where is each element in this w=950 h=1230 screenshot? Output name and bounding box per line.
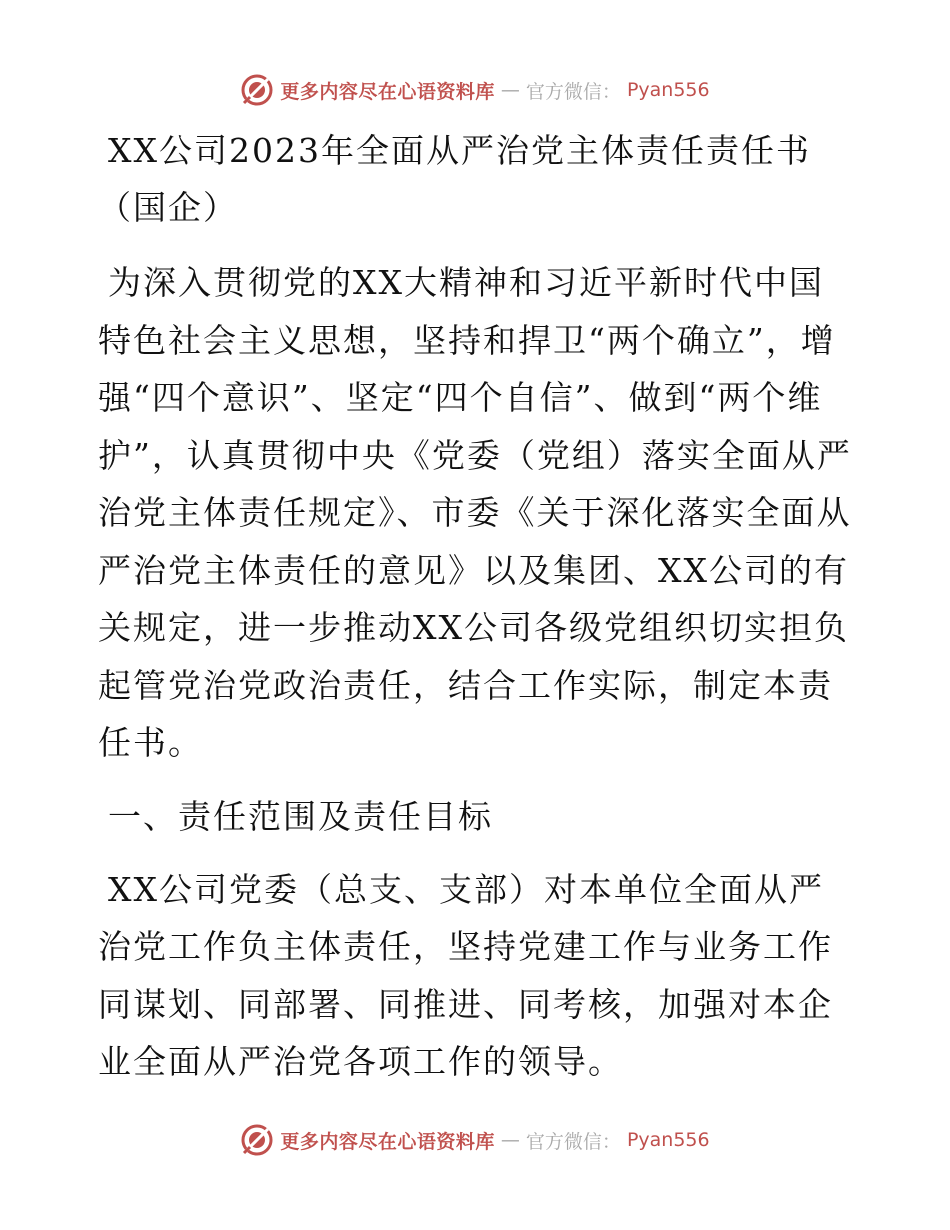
pen-logo-icon xyxy=(240,73,274,107)
pen-logo-icon xyxy=(240,1123,274,1157)
watermark-dash: — xyxy=(500,79,520,101)
watermark-header xyxy=(0,72,950,108)
document-title: XX公司2023年全面从严治党主体责任责任书（国企） xyxy=(98,131,811,227)
watermark-main-text: 更多内容尽在心语资料库 xyxy=(280,80,495,103)
watermark-wechat-id: Pyan556 xyxy=(626,79,710,101)
document-body xyxy=(98,122,858,1107)
intro-paragraph: 为深入贯彻党的XX大精神和习近平新时代中国特色社会主义思想，坚持和捍卫“两个确立”，增强“四个意识”、坚定“四个自信”、做到“两个维护”，认真贯彻中央《党委（党组）落实全面从严治党主体责任规定》、市委《关于深化落实全面从严治党主体责任的意见》以及集团、XX公司的有关规定，进一步推动XX公司各级党组织切实担负起管党治党政治责任，结合工作实际，制定本责任书。 xyxy=(98,263,852,762)
watermark-footer xyxy=(0,1122,950,1158)
section-heading-1: 一、责任范围及责任目标 xyxy=(108,796,493,836)
watermark-label: 官方微信： xyxy=(525,80,621,103)
section-1-paragraph: XX公司党委（总支、支部）对本单位全面从严治党工作负主体责任，坚持党建工作与业务工作同谋划、同部署、同推进、同考核，加强对本企业全面从严治党各项工作的领导。 xyxy=(98,869,833,1081)
watermark-wechat-id: Pyan556 xyxy=(626,1129,710,1151)
watermark-dash: — xyxy=(500,1129,520,1151)
watermark-label: 官方微信： xyxy=(525,1130,621,1153)
watermark-main-text: 更多内容尽在心语资料库 xyxy=(280,1130,495,1153)
